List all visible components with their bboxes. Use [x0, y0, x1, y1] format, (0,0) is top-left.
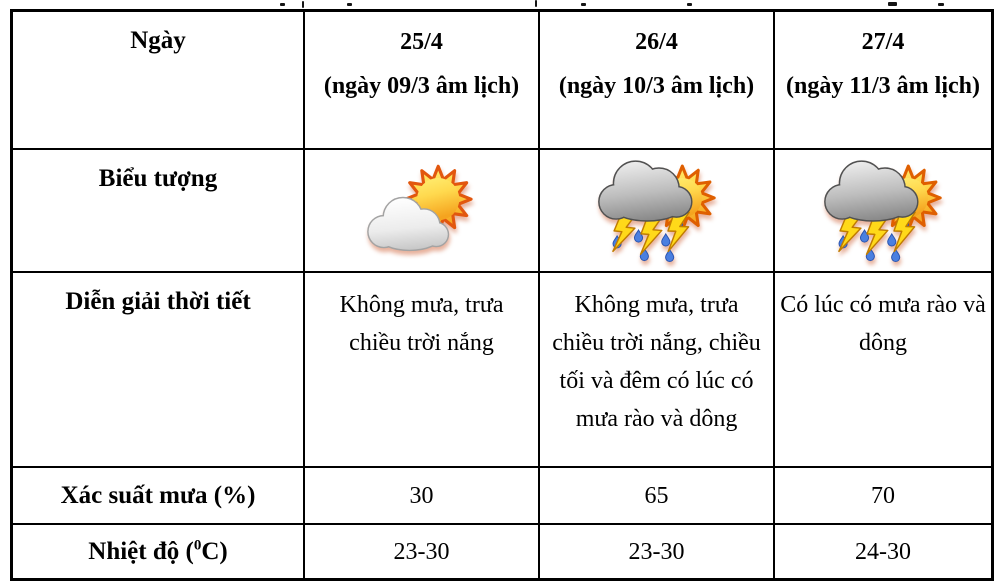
forecast-table — [10, 9, 994, 581]
artifact-speck — [938, 3, 944, 6]
sun-behind-cloud-icon — [355, 161, 489, 264]
lunar-date-27-4: (ngày 11/3 âm lịch) — [785, 73, 980, 99]
description-row-label-cell — [12, 272, 304, 467]
thunderstorm-with-sun-icon — [584, 155, 730, 270]
weather-description: Không mưa, trưa chiều trời nắng, chiều tối và đêm có lúc có mưa rào và dông — [552, 292, 761, 432]
date-26-4: 26/4 — [635, 29, 678, 55]
artifact-speck — [347, 3, 352, 6]
artifact-speck — [581, 3, 586, 6]
artifact-speck — [888, 2, 897, 6]
rain-probability-cell — [774, 467, 992, 524]
temperature-value: 23-30 — [393, 538, 450, 565]
icon-row-label: Biểu tượng — [98, 165, 218, 192]
temperature-row-label-cell — [12, 524, 304, 579]
rain-probability-row-label: Xác suất mưa (%) — [60, 481, 256, 509]
artifact-speck — [687, 3, 692, 6]
rain-probability-cell — [304, 467, 539, 524]
day-row-label-cell — [12, 11, 304, 149]
temperature-value: 23-30 — [628, 538, 685, 565]
date-header-cell — [304, 11, 539, 149]
temperature-value: 24-30 — [855, 538, 911, 565]
temperature-cell — [304, 524, 539, 579]
date-27-4: 27/4 — [861, 29, 905, 55]
rain-probability-row-label-cell — [12, 467, 304, 524]
rain-probability-value: 30 — [409, 482, 434, 509]
date-header-cell — [774, 11, 992, 149]
weather-icon-cell — [539, 149, 774, 272]
description-cell — [539, 272, 774, 467]
weather-description: Không mưa, trưa chiều trời nắng — [339, 292, 504, 356]
weather-icon-cell — [304, 149, 539, 272]
artifact-speck — [535, 0, 537, 7]
rain-probability-value: 70 — [871, 482, 895, 509]
weather-icon-cell — [774, 149, 992, 272]
thunderstorm-with-sun-icon — [810, 155, 956, 270]
description-row-label: Diễn giải thời tiết — [65, 288, 251, 315]
artifact-speck — [280, 3, 285, 6]
rain-probability-value: 65 — [644, 482, 669, 509]
description-cell — [774, 272, 992, 467]
lunar-date-26-4: (ngày 10/3 âm lịch) — [558, 73, 755, 99]
weather-description: Có lúc có mưa rào và dông — [780, 292, 986, 356]
lunar-date-25-4: (ngày 09/3 âm lịch) — [323, 73, 520, 99]
artifact-speck — [302, 1, 304, 8]
temperature-row-label: Nhiệt độ ($^0$C) — [88, 537, 228, 565]
rain-probability-cell — [539, 467, 774, 524]
date-25-4: 25/4 — [400, 29, 443, 55]
description-cell — [304, 272, 539, 467]
temperature-cell — [774, 524, 992, 579]
date-header-cell — [539, 11, 774, 149]
icon-row-label-cell — [12, 149, 304, 272]
temperature-cell — [539, 524, 774, 579]
day-row-label: Ngày — [130, 27, 186, 54]
